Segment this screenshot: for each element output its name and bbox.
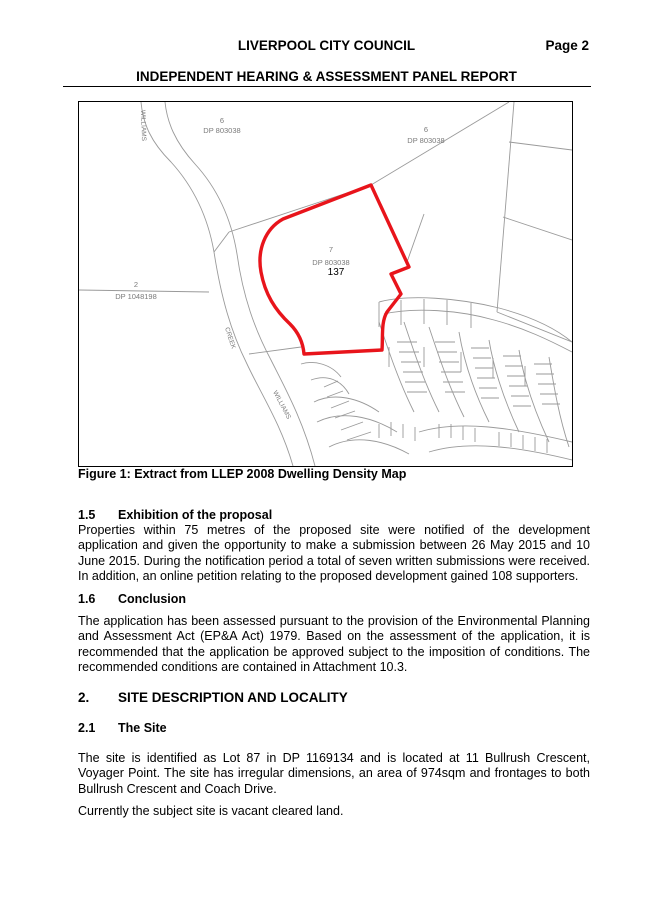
section-heading-the-site	[78, 721, 167, 735]
header-rule	[63, 86, 591, 87]
section-title: Conclusion	[118, 592, 187, 606]
site-paragraph: The site is identified as Lot 87 in DP 1169134 and is located at 11 Bullrush Crescent, Voyager Point. The site has irregular dimensions, an area of 974sqm and frontages to both Bullrush Crescent and Coach Drive.	[78, 751, 590, 796]
exhibition-paragraph: Properties within 75 metres of the proposed site were notified of the development application and given the opportunity to make a submission between 26 May 2015 and 10 June 2015. During the notification period a total of seven written submissions were received. In addition, an online petition relating to the proposed development gained 108 supporters.	[78, 523, 590, 584]
section-heading-exhibition	[78, 508, 272, 522]
section-number: 1.5	[78, 508, 96, 522]
section-number: 2.	[78, 690, 90, 705]
section-title: SITE DESCRIPTION AND LOCALITY	[118, 690, 348, 705]
map-label-lot6-left-num: 6	[219, 116, 225, 125]
map-label-creek: CREEK	[223, 326, 237, 350]
section-heading-conclusion	[78, 592, 186, 606]
section-number: 1.6	[78, 592, 96, 606]
map-label-lot7-num: 7	[328, 245, 334, 254]
report-title: INDEPENDENT HEARING & ASSESSMENT PANEL REPORT	[136, 69, 517, 84]
site-status-paragraph: Currently the subject site is vacant cleared land.	[78, 804, 344, 818]
density-map-drawing	[79, 102, 572, 466]
header-title: LIVERPOOL CITY COUNCIL	[237, 38, 416, 53]
map-label-lot2-num: 2	[133, 280, 139, 289]
map-label-lot2-dp: DP 1048198	[115, 292, 157, 301]
section-title: Exhibition of the proposal	[118, 508, 273, 522]
map-label-lot6-left-dp: DP 803038	[203, 126, 241, 135]
density-map	[78, 101, 573, 467]
conclusion-paragraph: The application has been assessed pursuant to the provision of the Environmental Planning and Assessment Act (EP&A Act) 1979. Based on the assessment of the application, it is recommended that the application be approved subject to the imposition of conditions. The recommended conditions are contained in Attachment 10.3.	[78, 614, 590, 675]
section-heading-site-description	[78, 690, 348, 705]
section-number: 2.1	[78, 721, 96, 735]
map-label-lot6-right-num: 6	[423, 125, 429, 134]
map-label-williams-bottom: WILLIAMS	[271, 389, 292, 421]
section-title: The Site	[118, 721, 167, 735]
page-number: Page 2	[545, 38, 589, 53]
map-label-density: 137	[327, 267, 345, 278]
map-label-lot7-dp: DP 803038	[312, 258, 350, 267]
map-label-williams-top: WILLIAMS	[139, 109, 148, 142]
map-label-lot6-right-dp: DP 803038	[407, 136, 445, 145]
figure-caption: Figure 1: Extract from LLEP 2008 Dwelling Density Map	[78, 467, 407, 481]
cadastre-lines	[79, 102, 572, 466]
